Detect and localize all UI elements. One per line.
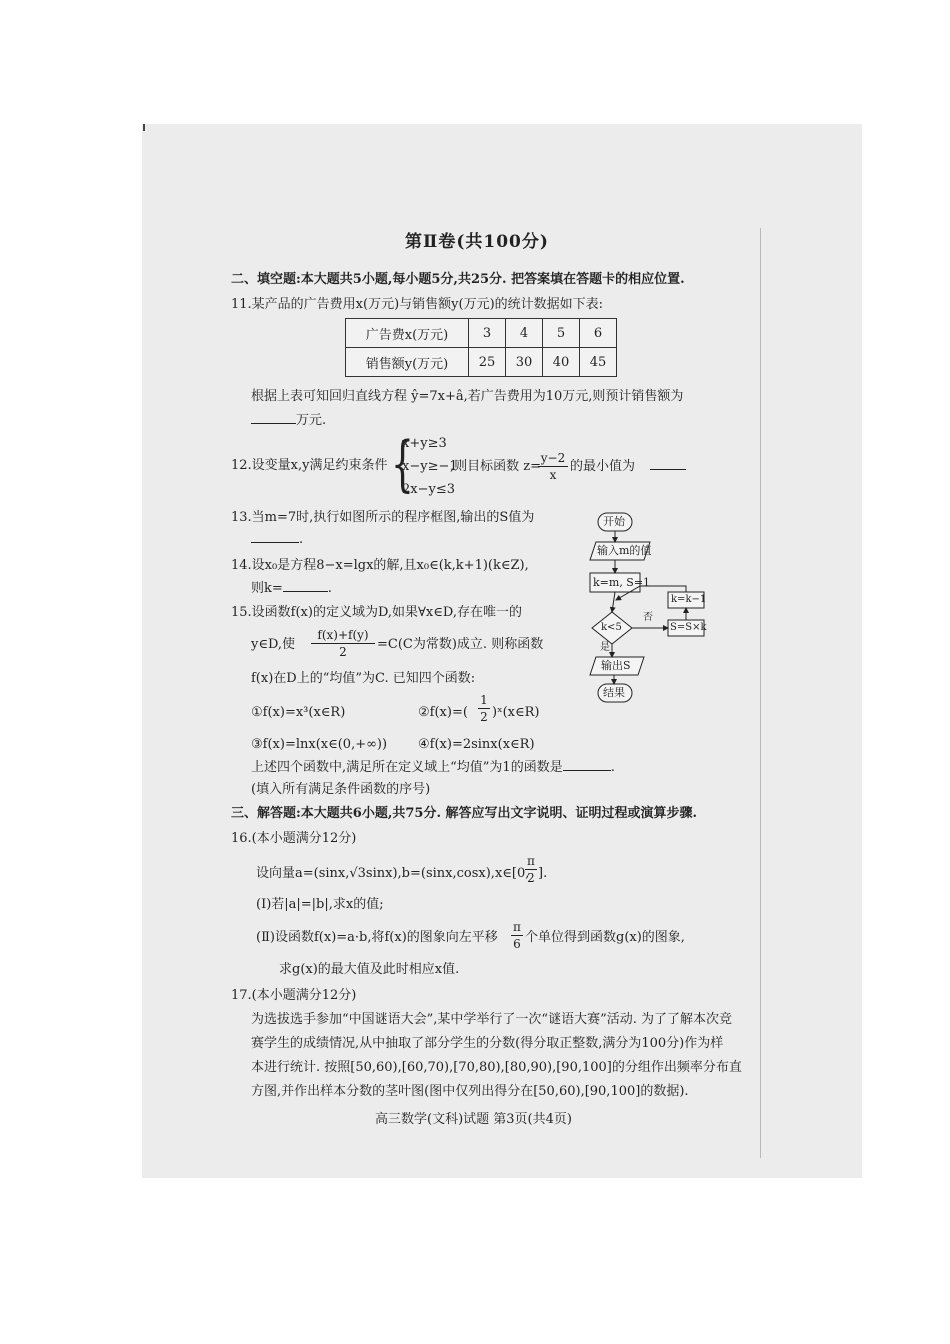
q15-question: 上述四个函数中,满足所在定义域上“均值”为1的函数是 [251, 760, 563, 775]
fraction-numerator: f(x)+f(y) [317, 628, 369, 642]
table-cell: 45 [580, 348, 617, 377]
q17-line4: 方图,并作出样本分数的茎叶图(图中仅列出得分在[50,60),[90,100]的数据). [251, 1084, 689, 1099]
q17-title: 17.(本小题满分12分) [231, 988, 357, 1003]
table-cell: 5 [543, 319, 580, 348]
fraction-denominator: 2 [527, 871, 535, 885]
q16-part2-fraction [511, 920, 523, 951]
q15-option-3: ③f(x)=lnx(x∈(0,+∞)) [251, 737, 388, 752]
fraction-denominator: 2 [480, 710, 488, 724]
q15-option-4: ④f(x)=2sinx(x∈R) [418, 737, 535, 752]
flow-update-k-label: k=k−1 [671, 594, 707, 605]
q16-part2b: 个单位得到函数g(x)的图象, [525, 930, 685, 945]
q12-prefix: 12.设变量x,y满足约束条件 [231, 458, 388, 473]
flow-end-label: 结果 [603, 686, 625, 699]
q14-line1: 14.设x₀是方程8−x=lgx的解,且x₀∈(k,k+1)(k∈Z), [231, 558, 529, 573]
fraction-denominator: 6 [513, 937, 521, 951]
fraction-denominator: 2 [339, 645, 347, 659]
section2-heading: 二、填空题:本大题共5小题,每小题5分,共25分. 把答案填在答题卡的相应位置. [231, 272, 685, 287]
flow-condition-label: k<5 [601, 622, 622, 633]
flow-init-label: k=m, S=1 [593, 576, 651, 589]
q16-part2a: (Ⅱ)设函数f(x)=a·b,将f(x)的图象向左平移 [256, 930, 498, 945]
page-footer: 高三数学(文科)试题 第3页(共4页) [375, 1112, 572, 1127]
fraction-denominator: x [549, 468, 557, 482]
q16-title: 16.(本小题满分12分) [231, 831, 357, 846]
q15-line6: (填入所有满足条件函数的序号) [251, 782, 431, 797]
brace-symbol: { [391, 429, 414, 499]
constraint-2: x−y≥−1 [402, 459, 458, 474]
q16-fraction [525, 854, 537, 885]
q17-line3: 本进行统计. 按照[50,60),[60,70),[70,80),[80,90),[90,100]的分组作出频率分布直 [251, 1060, 742, 1075]
q16-part1: (Ⅰ)若|a|=|b|,求x的值; [256, 897, 384, 912]
q13-text: 13.当m=7时,执行如图所示的程序框图,输出的S值为 [231, 510, 535, 525]
q15-line2a: y∈D,使 [251, 637, 296, 652]
fraction-numerator: π [513, 920, 521, 934]
q15-line2b: =C(C为常数)成立. 则称函数 [377, 637, 544, 652]
table-cell: 30 [506, 348, 543, 377]
fraction-numerator: π [527, 854, 535, 868]
flow-input-label: 输入m的值 [597, 544, 652, 557]
flow-update-s-label: S=S×k [670, 622, 707, 633]
q15-option-2b: )ˣ(x∈R) [492, 705, 540, 720]
q11-text: 11.某产品的广告费用x(万元)与销售额y(万元)的统计数据如下表: [231, 297, 604, 312]
q17-line1: 为选拔选手参加“中国谜语大会”,某中学举行了一次“谜语大赛”活动. 为了了解本次竞 [251, 1012, 732, 1027]
q16-line1: 设向量a=(sinx,√3sinx),b=(sinx,cosx),x∈[0, [256, 866, 530, 881]
flow-start-label: 开始 [603, 515, 625, 528]
fraction-numerator: y−2 [540, 451, 566, 465]
table-cell: 25 [469, 348, 506, 377]
q15-line1: 15.设函数f(x)的定义域为D,如果∀x∈D,存在唯一的 [231, 605, 522, 620]
q14-k-label: 则k= [251, 581, 283, 596]
constraint-1: x+y≥3 [402, 436, 447, 451]
q12-suffix: 的最小值为 [570, 459, 636, 474]
q16-line1-end: ]. [538, 866, 548, 881]
flow-no-label: 否 [643, 612, 653, 623]
q15-line5: 上述四个函数中,满足所在定义域上“均值”为1的函数是 . [251, 760, 615, 775]
q14-line2: 则k= . [251, 581, 332, 596]
flow-output-label: 输出S [601, 659, 631, 672]
q15-option-2a: ②f(x)=( [418, 705, 468, 720]
table-cell: 3 [469, 319, 506, 348]
table-cell: 6 [580, 319, 617, 348]
q11-unit: 万元. [296, 413, 327, 428]
q16-part2c: 求g(x)的最大值及此时相应x值. [279, 962, 460, 977]
table-cell: 40 [543, 348, 580, 377]
q12-middle: ,则目标函数 z= [450, 459, 542, 474]
section3-heading: 三、解答题:本大题共6小题,共75分. 解答应写出文字说明、证明过程或演算步骤. [231, 806, 698, 821]
q15-line3: f(x)在D上的“均值”为C. 已知四个函数: [251, 671, 476, 686]
fraction-numerator: 1 [480, 693, 488, 707]
table-row-label: 广告费x(万元) [346, 319, 469, 348]
table-row-label: 销售额y(万元) [346, 348, 469, 377]
table-cell: 4 [506, 319, 543, 348]
q15-option-1: ①f(x)=x³(x∈R) [251, 705, 346, 720]
q17-line2: 赛学生的成绩情况,从中抽取了部分学生的分数(得分取正整数,满分为100分)作为样 [251, 1036, 724, 1051]
flow-yes-label: 是 [600, 642, 610, 653]
section-title: 第Ⅱ卷(共100分) [405, 232, 549, 252]
constraint-3: 2x−y≤3 [402, 482, 456, 497]
q11-line1: 根据上表可知回归直线方程 ŷ=7x+â,若广告费用为10万元,则预计销售额为 [251, 389, 684, 404]
